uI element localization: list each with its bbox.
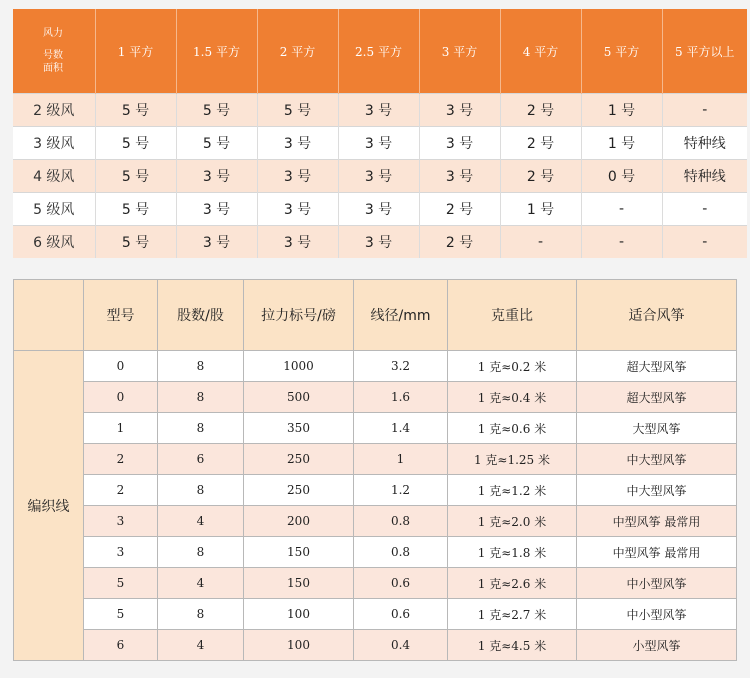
table-row [14, 413, 737, 444]
model-cell: 2 [84, 444, 158, 475]
table-cell: 2 号 [419, 226, 500, 259]
weight-ratio-cell: 1 克≈0.6 米 [448, 413, 577, 444]
strands-cell: 8 [158, 599, 244, 630]
table-cell: 5 号 [95, 94, 176, 127]
weight-ratio-cell: 1 克≈0.2 米 [448, 351, 577, 382]
table-cell: 1 号 [500, 193, 581, 226]
table-cell: - [662, 94, 747, 127]
table-cell: 2 号 [500, 160, 581, 193]
table-cell: 3 号 [176, 226, 257, 259]
tension-cell: 1000 [244, 351, 354, 382]
table-cell: 3 号 [419, 160, 500, 193]
area-header: 1.5 平方 [176, 9, 257, 94]
suitable-kite-cell: 大型风筝 [577, 413, 737, 444]
strands-cell: 8 [158, 475, 244, 506]
weight-ratio-cell: 1 克≈2.7 米 [448, 599, 577, 630]
table-cell: 5 号 [257, 94, 338, 127]
diameter-cell: 0.8 [354, 537, 448, 568]
table-cell: 3 号 [338, 127, 419, 160]
diameter-cell: 1.6 [354, 382, 448, 413]
wind-size-table [13, 9, 747, 258]
suitable-kite-cell: 小型风筝 [577, 630, 737, 661]
column-header: 拉力标号/磅 [244, 280, 354, 351]
empty-header-cell [14, 280, 84, 351]
table-cell: 3 号 [419, 127, 500, 160]
weight-ratio-cell: 1 克≈2.6 米 [448, 568, 577, 599]
tension-cell: 150 [244, 568, 354, 599]
table-row [13, 193, 747, 226]
suitable-kite-cell: 中小型风筝 [577, 599, 737, 630]
table-cell: 5 号 [95, 193, 176, 226]
weight-ratio-cell: 1 克≈0.4 米 [448, 382, 577, 413]
table-cell: 5 号 [95, 226, 176, 259]
diameter-cell: 1 [354, 444, 448, 475]
table-cell: 2 号 [500, 94, 581, 127]
table-row [14, 382, 737, 413]
table-cell: 3 号 [257, 226, 338, 259]
table-row [13, 226, 747, 259]
weight-ratio-cell: 1 克≈1.8 米 [448, 537, 577, 568]
strands-cell: 8 [158, 537, 244, 568]
table-cell: 1 号 [581, 94, 662, 127]
strands-cell: 4 [158, 568, 244, 599]
suitable-kite-cell: 超大型风筝 [577, 382, 737, 413]
suitable-kite-cell: 中小型风筝 [577, 568, 737, 599]
weight-ratio-cell: 1 克≈1.2 米 [448, 475, 577, 506]
area-header: 1 平方 [95, 9, 176, 94]
table-row [14, 599, 737, 630]
strands-cell: 8 [158, 382, 244, 413]
model-cell: 0 [84, 382, 158, 413]
column-header: 线径/mm [354, 280, 448, 351]
table-cell: 3 号 [257, 160, 338, 193]
model-cell: 6 [84, 630, 158, 661]
table-cell: 特种线 [662, 127, 747, 160]
table-row [14, 537, 737, 568]
model-cell: 0 [84, 351, 158, 382]
column-header: 股数/股 [158, 280, 244, 351]
weight-ratio-cell: 1 克≈2.0 米 [448, 506, 577, 537]
tension-cell: 500 [244, 382, 354, 413]
corner-label-number: 号数 [43, 50, 63, 61]
tension-cell: 150 [244, 537, 354, 568]
model-cell: 1 [84, 413, 158, 444]
suitable-kite-cell: 超大型风筝 [577, 351, 737, 382]
table-cell: 1 号 [581, 127, 662, 160]
table-row [13, 160, 747, 193]
strands-cell: 6 [158, 444, 244, 475]
table-cell: 3 号 [338, 193, 419, 226]
table-cell: 3 号 [257, 127, 338, 160]
wind-level-label: 4 级风 [13, 160, 95, 193]
table-row [13, 127, 747, 160]
table-cell: - [662, 193, 747, 226]
table-cell: 3 号 [338, 94, 419, 127]
group-label-braided-line: 编织线 [14, 351, 84, 661]
tension-cell: 100 [244, 599, 354, 630]
area-header: 3 平方 [419, 9, 500, 94]
table-row [14, 568, 737, 599]
suitable-kite-cell: 中大型风筝 [577, 444, 737, 475]
table-cell: - [662, 226, 747, 259]
table-cell: 3 号 [176, 160, 257, 193]
table-cell: 3 号 [176, 193, 257, 226]
model-cell: 5 [84, 599, 158, 630]
table-row [14, 475, 737, 506]
table-cell: - [581, 193, 662, 226]
wind-level-label: 2 级风 [13, 94, 95, 127]
area-header: 4 平方 [500, 9, 581, 94]
table-cell: 5 号 [95, 160, 176, 193]
table-cell: 2 号 [500, 127, 581, 160]
strands-cell: 4 [158, 630, 244, 661]
diameter-cell: 1.4 [354, 413, 448, 444]
model-cell: 5 [84, 568, 158, 599]
suitable-kite-cell: 中大型风筝 [577, 475, 737, 506]
strands-cell: 4 [158, 506, 244, 537]
table-cell: 5 号 [95, 127, 176, 160]
table-row [14, 351, 737, 382]
tension-cell: 100 [244, 630, 354, 661]
weight-ratio-cell: 1 克≈4.5 米 [448, 630, 577, 661]
table-cell: - [581, 226, 662, 259]
strands-cell: 8 [158, 351, 244, 382]
area-header: 2 平方 [257, 9, 338, 94]
model-cell: 3 [84, 537, 158, 568]
diameter-cell: 1.2 [354, 475, 448, 506]
line-table-header-row [14, 280, 737, 351]
table-cell: 5 号 [176, 127, 257, 160]
wind-level-label: 3 级风 [13, 127, 95, 160]
table-cell: 3 号 [338, 160, 419, 193]
strands-cell: 8 [158, 413, 244, 444]
table-cell: 0 号 [581, 160, 662, 193]
table-cell: 特种线 [662, 160, 747, 193]
weight-ratio-cell: 1 克≈1.25 米 [448, 444, 577, 475]
area-header: 2.5 平方 [338, 9, 419, 94]
table-cell: 3 号 [257, 193, 338, 226]
diameter-cell: 0.6 [354, 568, 448, 599]
tension-cell: 250 [244, 475, 354, 506]
suitable-kite-cell: 中型风筝 最常用 [577, 537, 737, 568]
table-row [13, 94, 747, 127]
table-row [14, 444, 737, 475]
wind-level-label: 5 级风 [13, 193, 95, 226]
braided-line-table [13, 279, 737, 661]
tension-cell: 250 [244, 444, 354, 475]
table-cell: 3 号 [338, 226, 419, 259]
tension-cell: 350 [244, 413, 354, 444]
diameter-cell: 3.2 [354, 351, 448, 382]
area-header: 5 平方以上 [662, 9, 747, 94]
diameter-cell: 0.8 [354, 506, 448, 537]
model-cell: 3 [84, 506, 158, 537]
wind-level-label: 6 级风 [13, 226, 95, 259]
diameter-cell: 0.6 [354, 599, 448, 630]
wind-table-header-row [13, 9, 747, 94]
corner-header [13, 9, 95, 94]
table-row [14, 506, 737, 537]
column-header: 适合风筝 [577, 280, 737, 351]
table-cell: - [500, 226, 581, 259]
table-cell: 3 号 [419, 94, 500, 127]
area-header: 5 平方 [581, 9, 662, 94]
column-header: 型号 [84, 280, 158, 351]
table-row [14, 630, 737, 661]
diameter-cell: 0.4 [354, 630, 448, 661]
tension-cell: 200 [244, 506, 354, 537]
model-cell: 2 [84, 475, 158, 506]
suitable-kite-cell: 中型风筝 最常用 [577, 506, 737, 537]
table-cell: 2 号 [419, 193, 500, 226]
corner-label-wind: 风力 [43, 28, 63, 39]
column-header: 克重比 [448, 280, 577, 351]
corner-label-area: 面积 [43, 63, 63, 74]
table-cell: 5 号 [176, 94, 257, 127]
